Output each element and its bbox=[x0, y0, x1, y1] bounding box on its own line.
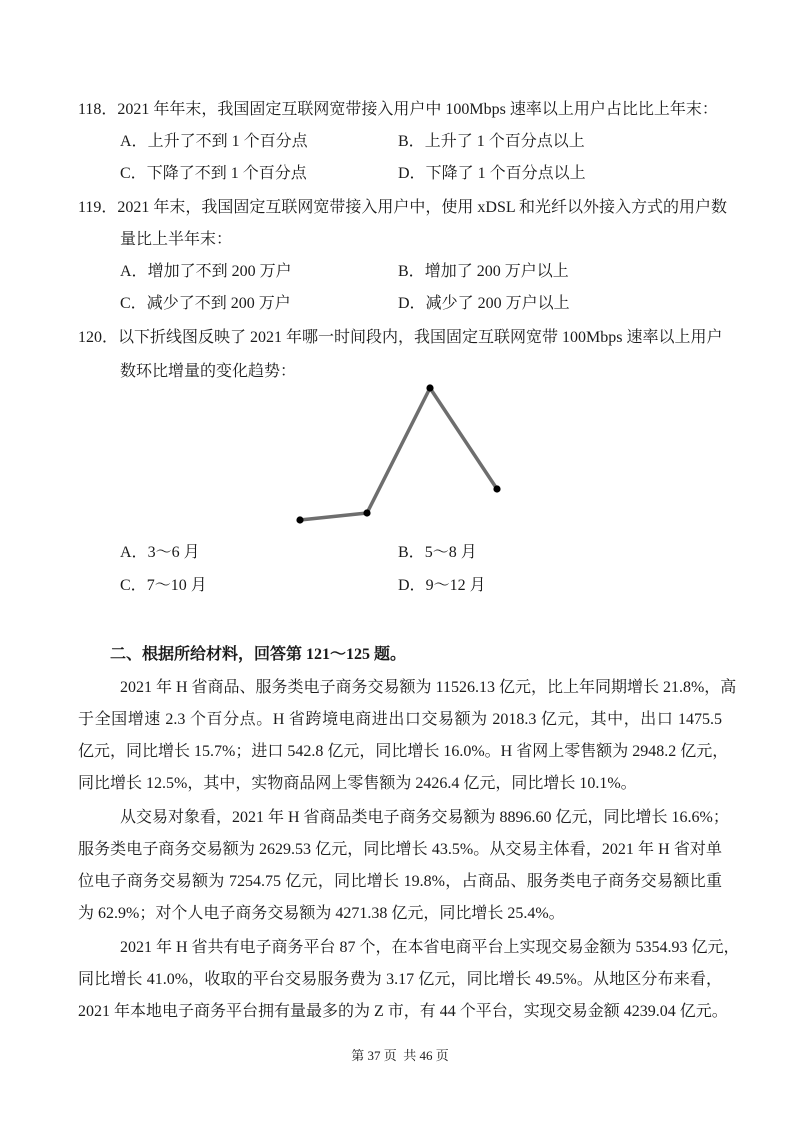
option-label: D． bbox=[398, 295, 426, 312]
trend-point-4 bbox=[493, 485, 500, 492]
trend-point-1 bbox=[296, 516, 303, 523]
option-text: 上升了 1 个百分点以上 bbox=[424, 133, 585, 150]
option-label: C． bbox=[120, 577, 147, 594]
question-stem-text: 2021 年年末，我国固定互联网宽带接入用户中 100Mbps 速率以上用户占比比上年末： bbox=[117, 101, 718, 118]
question-119-option-c bbox=[120, 293, 291, 315]
option-text: 增加了 200 万户以上 bbox=[424, 263, 569, 280]
question-number: 120． bbox=[78, 329, 119, 346]
paragraph-3-line-2: 同比增长 41.0%，收取的平台交易服务费为 3.17 亿元，同比增长 49.5%。从地区分布来看， bbox=[78, 971, 722, 988]
option-label: C． bbox=[120, 295, 147, 312]
paragraph-1-line-1: 2021 年 H 省商品、服务类电子商务交易额为 11526.13 亿元，比上年同期增长 21.8%，高 bbox=[120, 679, 737, 696]
option-text: 增加了不到 200 万户 bbox=[147, 263, 292, 280]
question-120-option-a bbox=[120, 542, 200, 564]
paragraph-2-line-3: 位电子商务交易额为 7254.75 亿元，同比增长 19.8%，占商品、服务类电子商务交易额比重 bbox=[78, 873, 722, 890]
paragraph-2-line-4: 为 62.9%；对个人电子商务交易额为 4271.38 亿元，同比增长 25.4%。 bbox=[78, 905, 565, 922]
question-118-option-d bbox=[398, 163, 586, 185]
question-118-stem-line-1 bbox=[78, 99, 722, 121]
option-text: 7～10 月 bbox=[146, 577, 207, 594]
paragraph-1-line-3: 亿元，同比增长 15.7%；进口 542.8 亿元，同比增长 16.0%。H 省网上零售额为 2948.2 亿元， bbox=[78, 743, 729, 760]
option-label: D． bbox=[398, 577, 426, 594]
option-label: C． bbox=[120, 165, 147, 182]
option-label: B． bbox=[398, 133, 425, 150]
option-label: B． bbox=[398, 263, 425, 280]
trend-point-2 bbox=[363, 509, 370, 516]
paragraph-2-line-1: 从交易对象看，2021 年 H 省商品类电子商务交易额为 8896.60 亿元，同比增长 16.6%； bbox=[120, 809, 729, 826]
question-120-option-b bbox=[398, 542, 477, 564]
option-label: D． bbox=[398, 165, 426, 182]
question-120-option-c bbox=[120, 575, 207, 597]
question-119-option-a bbox=[120, 261, 292, 283]
option-text: 下降了不到 1 个百分点 bbox=[146, 165, 307, 182]
trend-line-chart bbox=[280, 375, 520, 535]
option-label: B． bbox=[398, 544, 425, 561]
option-label: A． bbox=[120, 544, 148, 561]
question-120-stem-line-1 bbox=[78, 327, 722, 349]
option-text: 减少了不到 200 万户 bbox=[146, 295, 291, 312]
question-119-stem-line-1 bbox=[78, 197, 728, 219]
page-footer: 第 37 页 共 46 页 bbox=[351, 1048, 449, 1063]
trend-line bbox=[300, 388, 497, 520]
question-118-option-b bbox=[398, 131, 585, 153]
question-118-option-a bbox=[120, 131, 308, 153]
option-text: 上升了不到 1 个百分点 bbox=[147, 133, 308, 150]
option-label: A． bbox=[120, 263, 148, 280]
option-text: 下降了 1 个百分点以上 bbox=[425, 165, 586, 182]
section-heading: 二、根据所给材料，回答第 121～125 题。 bbox=[110, 646, 407, 663]
option-text: 5～8 月 bbox=[424, 544, 477, 561]
question-120-stem-line-2: 数环比增量的变化趋势： bbox=[120, 363, 297, 380]
question-118-option-c bbox=[120, 163, 307, 185]
option-text: 3～6 月 bbox=[147, 544, 200, 561]
option-text: 9～12 月 bbox=[425, 577, 486, 594]
paragraph-3-line-3: 2021 年本地电子商务平台拥有量最多的为 Z 市，有 44 个平台，实现交易金额 4239.04 亿元。 bbox=[78, 1003, 728, 1020]
question-stem-text: 2021 年末，我国固定互联网宽带接入用户中，使用 xDSL 和光纤以外接入方式的用户数 bbox=[117, 199, 728, 216]
question-119-option-d bbox=[398, 293, 570, 315]
option-label: A． bbox=[120, 133, 148, 150]
question-120-option-d bbox=[398, 575, 486, 597]
question-119-option-b bbox=[398, 261, 569, 283]
paragraph-2-line-2: 服务类电子商务交易额为 2629.53 亿元，同比增长 43.5%。从交易主体看，2021 年 H 省对单 bbox=[78, 841, 722, 858]
option-text: 减少了 200 万户以上 bbox=[425, 295, 570, 312]
question-119-stem-line-2: 量比上半年末： bbox=[120, 231, 233, 248]
paragraph-3-line-1: 2021 年 H 省共有电子商务平台 87 个，在本省电商平台上实现交易金额为 5354.93 亿元， bbox=[120, 939, 740, 956]
paragraph-1-line-4: 同比增长 12.5%，其中，实物商品网上零售额为 2426.4 亿元，同比增长 10.1%。 bbox=[78, 775, 637, 792]
trend-point-3 bbox=[426, 384, 433, 391]
question-stem-text: 以下折线图反映了 2021 年哪一时间段内，我国固定互联网宽带 100Mbps 速率以上用户 bbox=[118, 329, 723, 346]
paragraph-1-line-2: 于全国增速 2.3 个百分点。H 省跨境电商进出口交易额为 2018.3 亿元，其中，出口 1475.5 bbox=[78, 711, 722, 728]
question-number: 119． bbox=[78, 199, 118, 216]
question-number: 118． bbox=[78, 101, 118, 118]
